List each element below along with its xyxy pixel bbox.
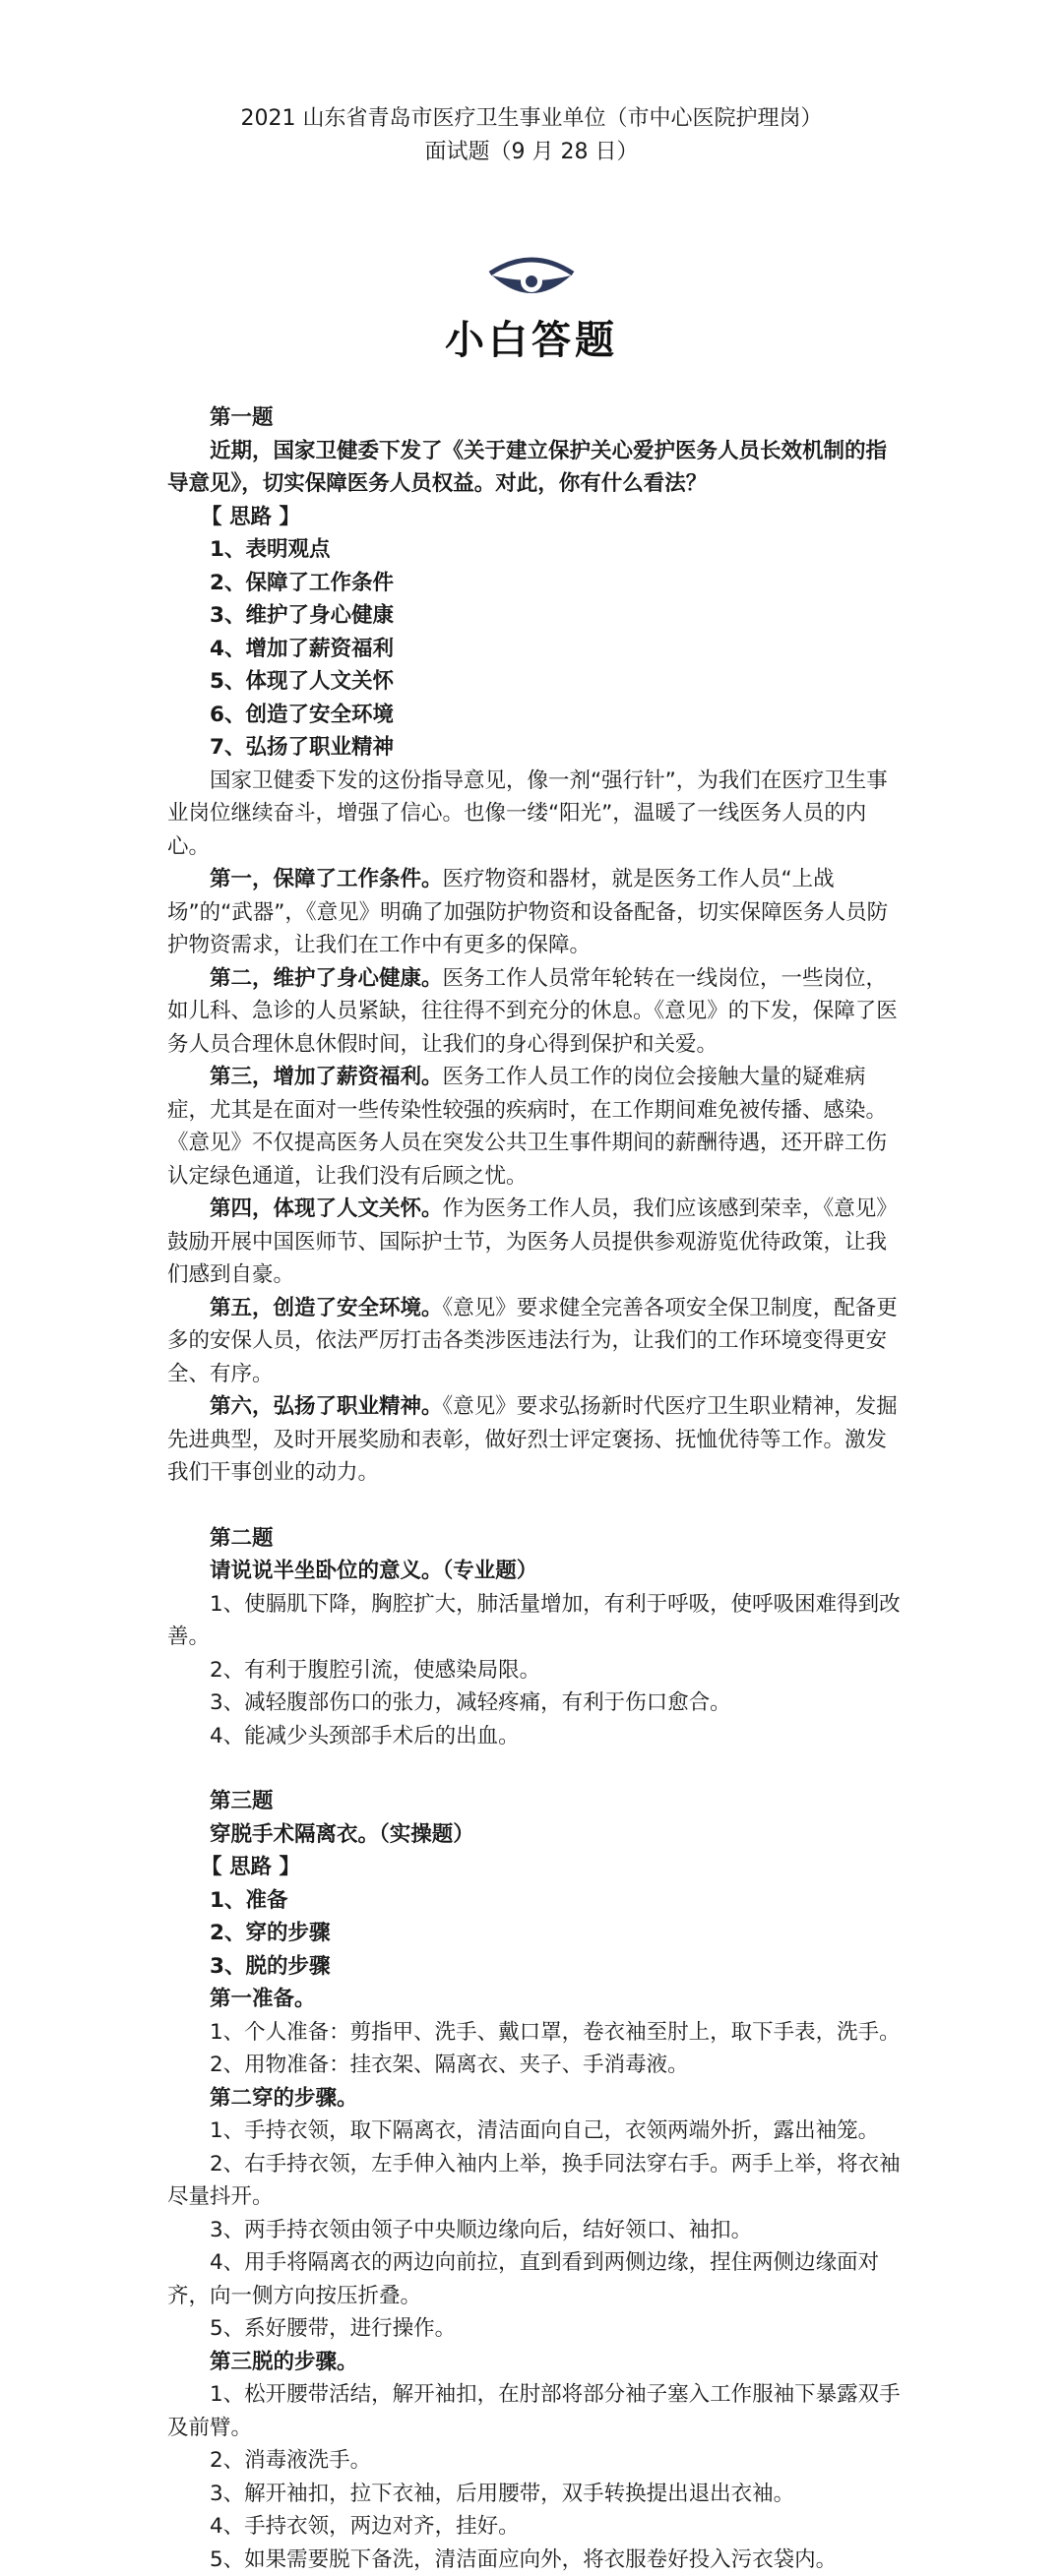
q3-step: 1、个人准备：剪指甲、洗手、戴口罩，卷衣袖至肘上，取下手表，洗手。: [167, 2016, 907, 2050]
q3-section-heading: 第二穿的步骤。: [167, 2082, 907, 2116]
q3-step: 3、两手持衣领由领子中央顺边缘向后，结好领口、袖扣。: [167, 2214, 907, 2247]
q2-answer: 1、使膈肌下降，胸腔扩大，肺活量增加，有利于呼吸，使呼吸困难得到改善。: [167, 1588, 907, 1654]
q1-title: 第一题: [167, 401, 907, 435]
q1-outline-item: 3、维护了身心健康: [167, 599, 907, 633]
q1-point: [167, 1061, 907, 1193]
q2-answer: 4、能减少头颈部手术后的出血。: [167, 1720, 907, 1753]
document-header: [0, 102, 1063, 169]
q3-step: 2、用物准备：挂衣架、隔离衣、夹子、手消毒液。: [167, 2049, 907, 2082]
q3-step: 5、系好腰带，进行操作。: [167, 2312, 907, 2346]
q1-outline-item: 6、创造了安全环境: [167, 699, 907, 732]
q3-outline-item: 3、脱的步骤: [167, 1950, 907, 1984]
q3-section-heading: 第一准备。: [167, 1983, 907, 2016]
q1-point-lead: 第五，创造了安全环境。: [210, 1296, 443, 1320]
q1-point-lead: 第一，保障了工作条件。: [210, 867, 443, 891]
q3-outline-label: 【 思路 】: [167, 1851, 907, 1884]
q1-point-lead: 第六，弘扬了职业精神。: [210, 1394, 443, 1419]
q1-point: [167, 1193, 907, 1292]
q1-point-lead: 第四，体现了人文关怀。: [210, 1196, 443, 1221]
q1-question: 近期，国家卫健委下发了《关于建立保护关心爱护医务人员长效机制的指导意见》，切实保障医务人员权益。对此，你有什么看法？: [167, 435, 907, 501]
q1-point-text: 作为医务工作人员，我们应该感到荣幸，《意见》鼓励开展中国医师节、国际护士节，为医务人员提供参观游览优待政策，让我们感到自豪。: [167, 1196, 898, 1287]
header-title: 2021 山东省青岛市医疗卫生事业单位（市中心医院护理岗）: [0, 102, 1063, 136]
q2-question: 请说说半坐卧位的意义。（专业题）: [167, 1555, 907, 1588]
brand-logo: [0, 252, 1063, 365]
q1-outline-item: 7、弘扬了职业精神: [167, 731, 907, 765]
q1-outline-item: 5、体现了人文关怀: [167, 665, 907, 699]
q1-outline-item: 2、保障了工作条件: [167, 567, 907, 600]
q3-step: 1、手持衣领，取下隔离衣，清洁面向自己，衣领两端外折，露出袖笼。: [167, 2115, 907, 2148]
q1-point: [167, 1390, 907, 1490]
q3-step: 2、消毒液洗手。: [167, 2444, 907, 2478]
q3-step: 4、手持衣领，两边对齐，挂好。: [167, 2510, 907, 2544]
section-spacer: [167, 1490, 907, 1522]
q3-step: 1、松开腰带活结，解开袖扣，在肘部将部分袖子塞入工作服袖下暴露双手及前臂。: [167, 2378, 907, 2444]
document-body: [167, 401, 907, 2576]
q1-point-text: 医务工作人员工作的岗位会接触大量的疑难病症，尤其是在面对一些传染性较强的疾病时，在工作期间难免被传播、感染。《意见》不仅提高医务人员在突发公共卫生事件期间的薪酬待遇，还开辟工伤认定绿色通道，让我们没有后顾之忧。: [167, 1065, 887, 1189]
eye-icon: [482, 252, 581, 305]
q1-point-text: 《意见》要求弘扬新时代医疗卫生职业精神，发掘先进典型，及时开展奖励和表彰，做好烈士评定褒扬、抚恤优待等工作。激发我们干事创业的动力。: [167, 1394, 898, 1485]
q3-section-heading: 第三脱的步骤。: [167, 2346, 907, 2379]
q1-point: [167, 962, 907, 1062]
q2-answer: 2、有利于腹腔引流，使感染局限。: [167, 1654, 907, 1687]
q1-outline-item: 4、增加了薪资福利: [167, 633, 907, 666]
q1-outline-label: 【 思路 】: [167, 501, 907, 534]
q1-point-lead: 第二，维护了身心健康。: [210, 966, 443, 991]
q3-step: 3、解开袖扣，拉下衣袖，后用腰带，双手转换提出退出衣袖。: [167, 2478, 907, 2511]
q3-title: 第三题: [167, 1785, 907, 1818]
q1-point-lead: 第三，增加了薪资福利。: [210, 1065, 443, 1089]
section-spacer: [167, 1752, 907, 1785]
q1-intro: 国家卫健委下发的这份指导意见，像一剂“强行针”，为我们在医疗卫生事业岗位继续奋斗，增强了信心。也像一缕“阳光”，温暖了一线医务人员的内心。: [167, 765, 907, 864]
q1-point-text: 医务工作人员常年轮转在一线岗位，一些岗位，如儿科、急诊的人员紧缺，往往得不到充分的休息。《意见》的下发，保障了医务人员合理休息休假时间，让我们的身心得到保护和关爱。: [167, 966, 898, 1057]
q1-outline-item: 1、表明观点: [167, 533, 907, 567]
q3-question: 穿脱手术隔离衣。（实操题）: [167, 1818, 907, 1852]
q1-point-text: 医疗物资和器材，就是医务工作人员“上战场”的“武器”，《意见》明确了加强防护物资和设备配备，切实保障医务人员防护物资需求，让我们在工作中有更多的保障。: [167, 867, 888, 957]
q2-title: 第二题: [167, 1522, 907, 1556]
q3-outline-item: 1、准备: [167, 1884, 907, 1918]
q1-point-text: 《意见》要求健全完善各项安全保卫制度，配备更多的安保人员，依法严厉打击各类涉医违法行为，让我们的工作环境变得更安全、有序。: [167, 1296, 898, 1386]
q2-answer: 3、减轻腹部伤口的张力，减轻疼痛，有利于伤口愈合。: [167, 1687, 907, 1720]
q3-step: 4、用手将隔离衣的两边向前拉，直到看到两侧边缘，捏住两侧边缘面对齐，向一侧方向按压折叠。: [167, 2246, 907, 2312]
q1-point: [167, 1292, 907, 1391]
q3-step: 5、如果需要脱下备洗，清洁面应向外，将衣服卷好投入污衣袋内。: [167, 2544, 907, 2576]
q1-point: [167, 863, 907, 962]
header-subtitle: 面试题（9 月 28 日）: [0, 136, 1063, 169]
brand-text: 小白答题: [0, 309, 1063, 365]
q3-outline-item: 2、穿的步骤: [167, 1917, 907, 1950]
q3-step: 2、右手持衣领，左手伸入袖内上举，换手同法穿右手。两手上举，将衣袖尽量抖开。: [167, 2148, 907, 2214]
